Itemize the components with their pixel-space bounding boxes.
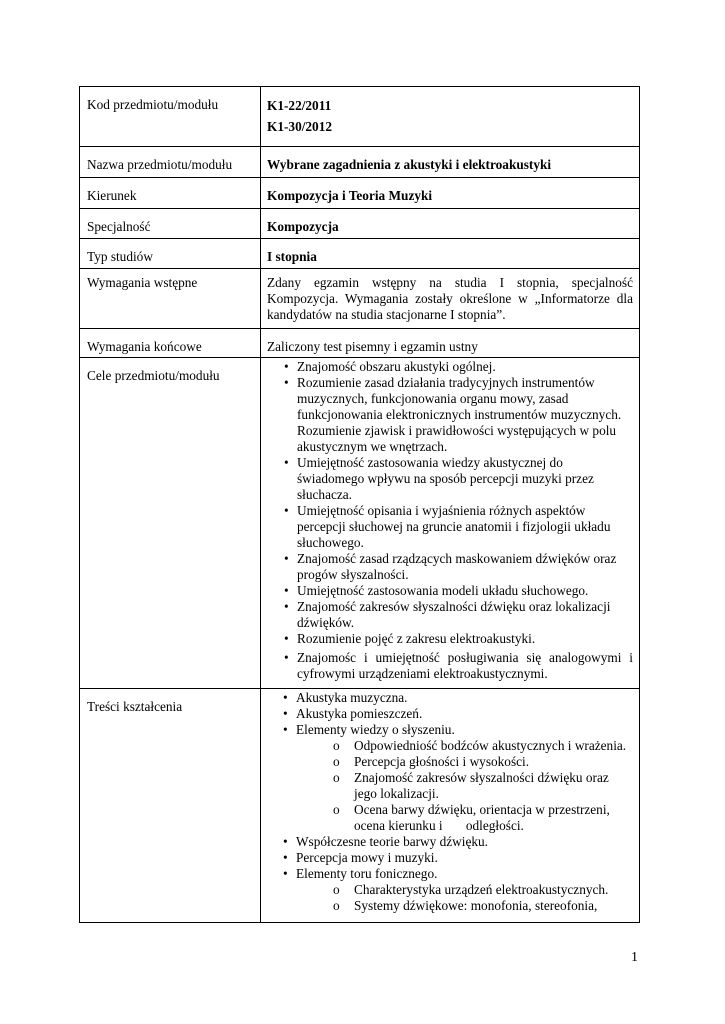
sub-list	[261, 738, 633, 834]
table-row	[80, 147, 640, 178]
sub-list-item: o Znajomość zakresów słyszalności dźwięku oraz jego lokalizacji.	[333, 770, 609, 801]
syllabus-table	[79, 86, 640, 923]
field-of-study: Kompozycja i Teoria Muzyki	[261, 178, 640, 209]
table-row	[80, 209, 640, 239]
list-item: • Akustyka pomieszczeń.	[283, 706, 423, 721]
row-label: Nazwa przedmiotu/modułu	[80, 147, 261, 178]
table-row	[80, 178, 640, 209]
sub-bullet-icon: o	[333, 802, 340, 817]
sub-list-item: o Percepcja głośności i wysokości.	[333, 754, 530, 769]
entry-requirements: Zdany egzamin wstępny na studia I stopnia, specjalność Kompozycja. Wymagania zostały określone w „Informatorze dla kandydatów na studia stacjonarne I stopnia”.	[261, 269, 640, 329]
sub-bullet-icon: o	[333, 770, 340, 785]
bullet-icon: •	[284, 583, 289, 598]
list-item: • Elementy toru fonicznego.	[283, 866, 438, 881]
list-item: • Rozumienie pojęć z zakresu elektroakustyki.	[284, 631, 536, 646]
course-name: Wybrane zagadnienia z akustyki i elektroakustyki	[261, 147, 640, 178]
table-row	[80, 689, 640, 923]
list-item: • Percepcja mowy i muzyki.	[283, 850, 438, 865]
list-item: • Rozumienie zasad działania tradycyjnych instrumentów muzycznych, funkcjonowania organu mowy, zasad funkcjonowania elektronicznych instrumentów muzycznych. Rozumienie zjawisk i prawidłowości występujących w polu akustycznym we wnętrzach.	[284, 375, 622, 454]
list-item: • Znajomość zasad rządzących maskowaniem dźwięków oraz progów słyszalności.	[284, 551, 617, 582]
list-item: • Znajomośc i umiejętność posługiwania się analogowymi i cyfrowymi urządzeniami elektroakustycznymi.	[284, 650, 633, 681]
row-value	[261, 87, 640, 147]
table-row	[80, 87, 640, 147]
course-objectives	[261, 358, 640, 689]
list-item: • Znajomość obszaru akustyki ogólnej.	[284, 359, 496, 374]
content-list	[261, 690, 633, 738]
bullet-icon: •	[284, 503, 289, 518]
bullet-icon: •	[283, 850, 288, 865]
bullet-icon: •	[283, 834, 288, 849]
table-row	[80, 329, 640, 358]
final-requirements: Zaliczony test pisemny i egzamin ustny	[261, 329, 640, 358]
page-number: 1	[631, 950, 638, 965]
course-content	[261, 689, 640, 923]
study-type: I stopnia	[261, 239, 640, 269]
sub-list-item: o Charakterystyka urządzeń elektroakustycznych.	[333, 882, 609, 897]
bullet-icon: •	[284, 455, 289, 470]
sub-bullet-icon: o	[333, 882, 340, 897]
row-label: Kierunek	[80, 178, 261, 209]
sub-list-item: o Odpowiedniość bodźców akustycznych i wrażenia.	[333, 738, 627, 753]
row-label: Kod przedmiotu/modułu	[80, 87, 261, 147]
row-label: Treści kształcenia	[80, 689, 261, 923]
table-row	[80, 358, 640, 689]
bullet-icon: •	[284, 599, 289, 614]
row-label: Cele przedmiotu/modułu	[80, 358, 261, 689]
list-item: • Umiejętność zastosowania wiedzy akustycznej do świadomego wpływu na sposób percepcji muzyki przez słuchacza.	[284, 455, 594, 502]
bullet-icon: •	[283, 706, 288, 721]
bullet-icon: •	[283, 722, 288, 737]
row-label: Specjalność	[80, 209, 261, 239]
sub-bullet-icon: o	[333, 738, 340, 753]
bullet-icon: •	[283, 866, 288, 881]
sub-list-item: o Ocena barwy dźwięku, orientacja w przestrzeni, ocena kierunku i odległości.	[333, 802, 614, 833]
list-item: • Elementy wiedzy o słyszeniu.	[283, 722, 455, 737]
table-row	[80, 269, 640, 329]
sub-bullet-icon: o	[333, 754, 340, 769]
table-row	[80, 239, 640, 269]
list-item: • Akustyka muzyczna.	[283, 690, 408, 705]
bullet-icon: •	[284, 631, 289, 646]
bullet-icon: •	[284, 375, 289, 390]
sub-bullet-icon: o	[333, 898, 340, 913]
objectives-list	[261, 359, 633, 682]
specialization: Kompozycja	[261, 209, 640, 239]
list-item: • Współczesne teorie barwy dźwięku.	[283, 834, 488, 849]
bullet-icon: •	[284, 551, 289, 566]
list-item: • Znajomość zakresów słyszalności dźwięku oraz lokalizacji dźwięków.	[284, 599, 611, 630]
bullet-icon: •	[284, 359, 289, 374]
bullet-icon: •	[284, 650, 289, 665]
course-code-1: K1-22/2011	[267, 98, 332, 113]
row-label: Wymagania wstępne	[80, 269, 261, 329]
sub-list-item: o Systemy dźwiękowe: monofonia, stereofonia,	[333, 898, 598, 913]
row-label: Wymagania końcowe	[80, 329, 261, 358]
course-code-2: K1-30/2012	[267, 119, 333, 134]
sub-list	[261, 882, 633, 914]
list-item: • Umiejętność opisania i wyjaśnienia różnych aspektów percepcji słuchowej na gruncie anatomii i fizjologii układu słuchowego.	[284, 503, 611, 550]
row-label: Typ studiów	[80, 239, 261, 269]
list-item: • Umiejętność zastosowania modeli układu słuchowego.	[284, 583, 589, 598]
content-list	[261, 834, 633, 882]
bullet-icon: •	[283, 690, 288, 705]
